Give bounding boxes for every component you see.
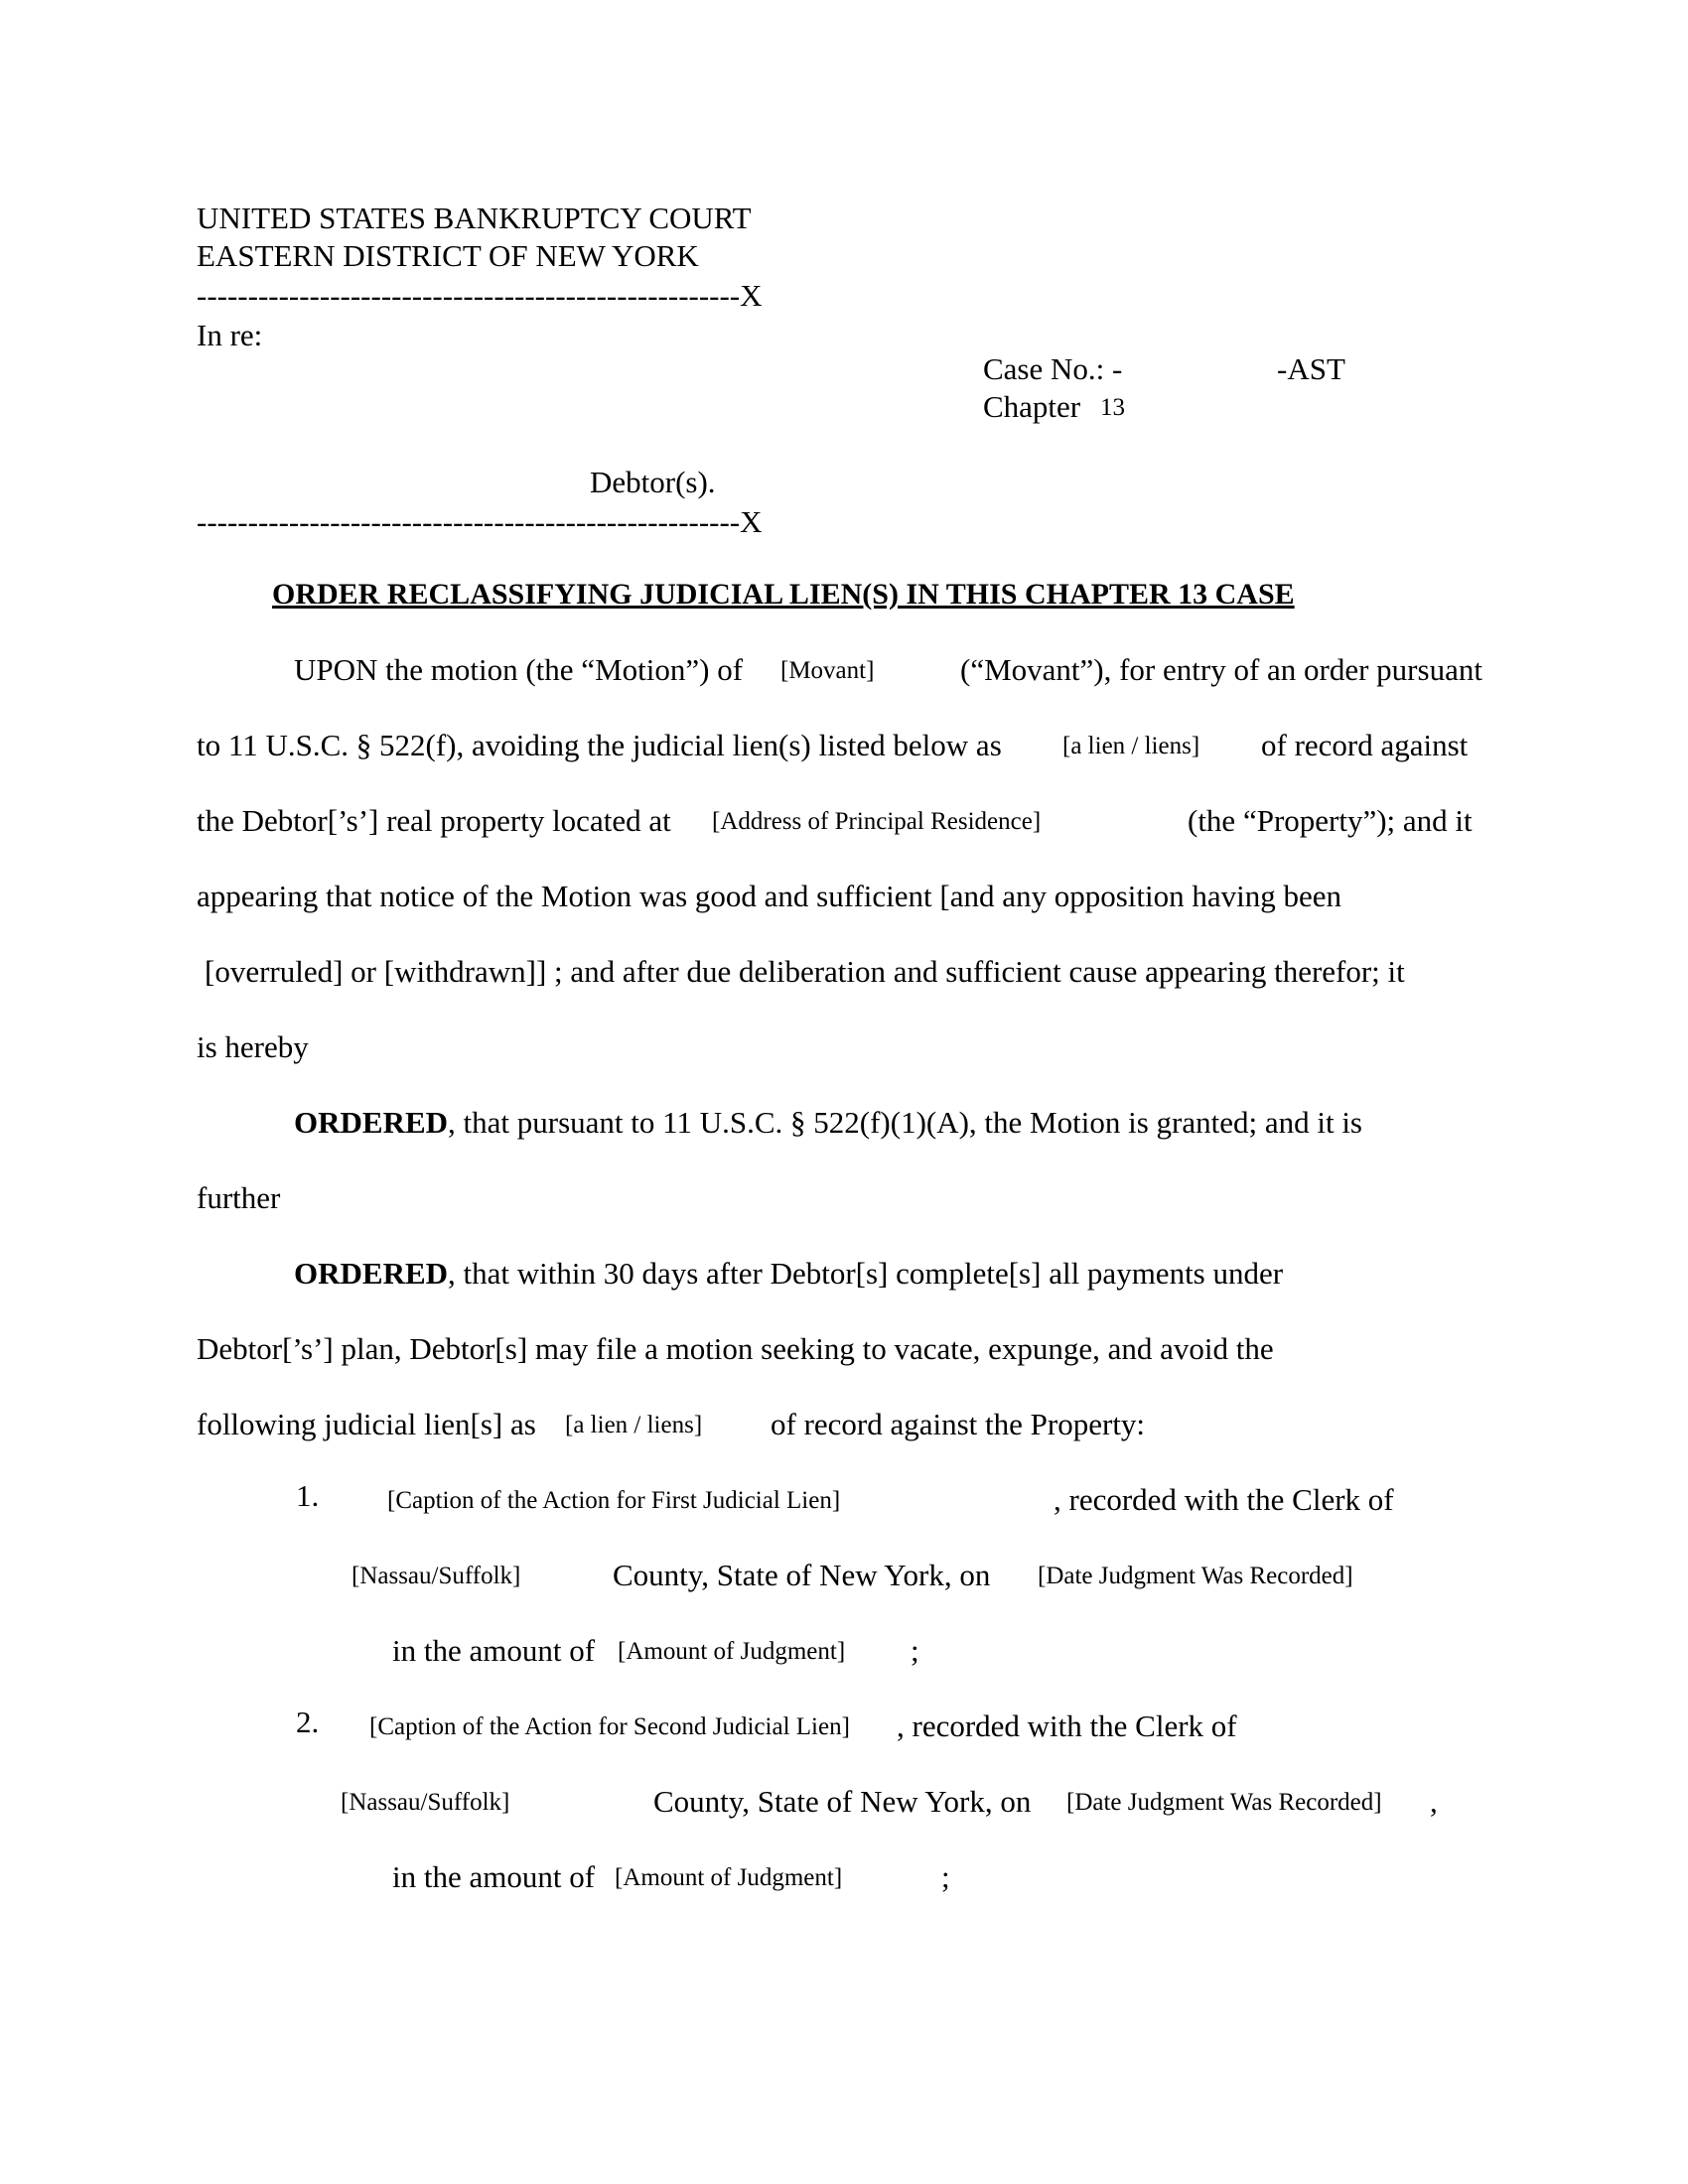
lien-1-number: 1. <box>296 1478 320 1513</box>
lien-2-county: [Nassau/Suffolk] <box>341 1789 510 1816</box>
chapter-label: Chapter <box>983 389 1081 424</box>
lien-type-placeholder-2: [a lien / liens] <box>565 1412 703 1438</box>
lien-2-amount: [Amount of Judgment] <box>615 1864 843 1891</box>
court-name: UNITED STATES BANKRUPTCY COURT <box>197 201 752 235</box>
ordered-keyword: ORDERED <box>294 1105 449 1140</box>
address-placeholder: [Address of Principal Residence] <box>712 808 1042 835</box>
para1-text-a: UPON the motion (the “Motion”) of <box>294 652 744 687</box>
case-number-label: Case No.: - <box>983 351 1123 386</box>
ordered-2-line3-a: following judicial lien[s] as <box>197 1407 536 1441</box>
lien-2-trailing-comma: , <box>1430 1784 1438 1819</box>
ordered-1-text: , that pursuant to 11 U.S.C. § 522(f)(1)(A), the Motion is granted; and it is <box>448 1105 1362 1140</box>
para1-line3-a: the Debtor[’s’] real property located at <box>197 803 671 838</box>
ordered-keyword: ORDERED <box>294 1256 449 1291</box>
lien-2-amount-label: in the amount of <box>392 1859 596 1894</box>
ordered-2-line2: Debtor[’s’] plan, Debtor[s] may file a motion seeking to vacate, expunge, and avoid the <box>197 1331 1274 1366</box>
para1-text-b: (“Movant”), for entry of an order pursuant <box>960 652 1482 687</box>
lien-1-recorded: , recorded with the Clerk of <box>1054 1482 1394 1517</box>
para1-line4: appearing that notice of the Motion was good and sufficient [and any opposition having been <box>197 879 1342 913</box>
lien-type-placeholder: [a lien / liens] <box>1062 733 1200 759</box>
ordered-2-line3-b: of record against the Property: <box>771 1407 1146 1441</box>
lien-2-semicolon: ; <box>941 1859 950 1894</box>
para1-line5: [overruled] or [withdrawn]] ; and after due deliberation and sufficient cause appearing therefor; it <box>205 954 1405 989</box>
lien-1-date: [Date Judgment Was Recorded] <box>1038 1563 1353 1589</box>
debtors-label: Debtor(s). <box>590 465 716 499</box>
lien-2-date: [Date Judgment Was Recorded] <box>1066 1789 1382 1816</box>
lien-1-state: County, State of New York, on <box>613 1558 991 1592</box>
caption-separator-bottom: -----------------------------------------------------X <box>197 504 763 539</box>
movant-placeholder: [Movant] <box>780 657 875 684</box>
lien-2-number: 2. <box>296 1705 320 1739</box>
ordered-2-text: , that within 30 days after Debtor[s] complete[s] all payments under <box>448 1256 1284 1291</box>
lien-1-caption: [Caption of the Action for First Judicial Lien] <box>387 1487 841 1514</box>
para1-line6: is hereby <box>197 1029 309 1064</box>
caption-separator-top: -----------------------------------------------------X <box>197 278 763 313</box>
order-title: ORDER RECLASSIFYING JUDICIAL LIEN(S) IN THIS CHAPTER 13 CASE <box>272 578 1295 611</box>
ordered-1-continuation: further <box>197 1180 281 1215</box>
lien-2-caption: [Caption of the Action for Second Judicial Lien] <box>369 1713 850 1740</box>
lien-1-county: [Nassau/Suffolk] <box>352 1563 521 1589</box>
lien-1-amount: [Amount of Judgment] <box>618 1638 846 1665</box>
para1-line2-b: of record against <box>1261 728 1469 762</box>
para1-line2-a: to 11 U.S.C. § 522(f), avoiding the judicial lien(s) listed below as <box>197 728 1002 762</box>
para1-line3-b: (the “Property”); and it <box>1188 803 1473 838</box>
court-district: EASTERN DISTRICT OF NEW YORK <box>197 238 699 273</box>
lien-1-semicolon: ; <box>911 1633 919 1668</box>
chapter-number: 13 <box>1100 394 1125 421</box>
ordered-paragraph-2 <box>294 1258 1283 1289</box>
in-re-label: In re: <box>197 318 263 352</box>
lien-2-recorded: , recorded with the Clerk of <box>897 1708 1237 1743</box>
lien-2-state: County, State of New York, on <box>653 1784 1032 1819</box>
ordered-paragraph-1 <box>294 1107 1362 1138</box>
lien-1-amount-label: in the amount of <box>392 1633 596 1668</box>
case-number-suffix: -AST <box>1277 351 1345 386</box>
